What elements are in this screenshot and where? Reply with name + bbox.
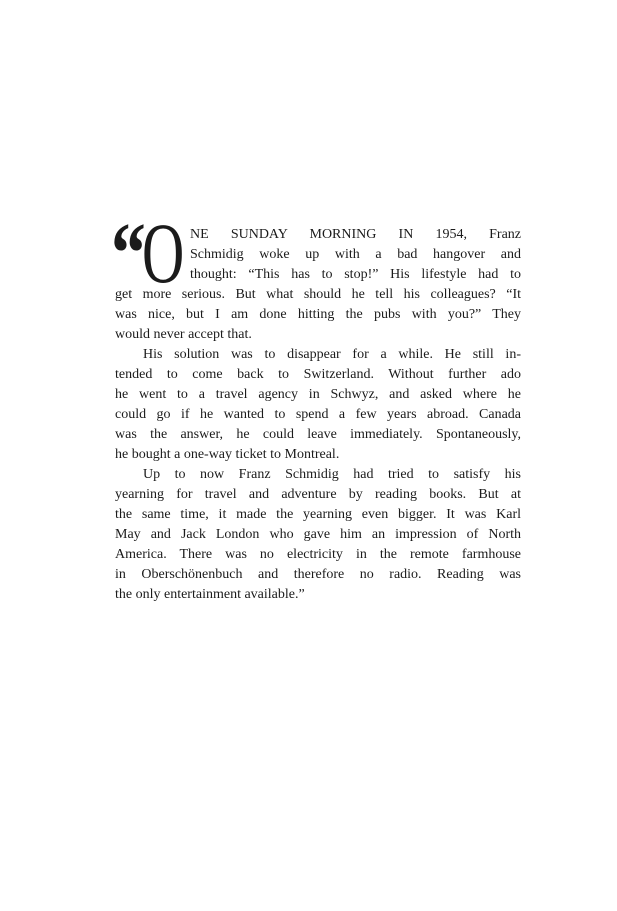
text-line: NE SUNDAY MORNING IN 1954, Franz [190,227,521,242]
text-line: yearning for travel and adventure by reading books. But at [115,487,521,502]
text-line: Schmidig woke up with a bad hangover and [190,247,521,262]
text-line: tended to come back to Switzerland. Without further ado [115,367,521,382]
text-line: would never accept that. [115,327,252,342]
opening-quote-mark: “ [111,204,146,301]
text-line: was nice, but I am done hitting the pubs with you?” They [115,307,521,322]
text-line: the only entertainment available.” [115,587,305,602]
paragraph [115,465,521,605]
text-line: he bought a one-way ticket to Montreal. [115,447,340,462]
drop-cap-letter: O [142,205,185,301]
text-line: in Oberschönenbuch and therefore no radio. Reading was [115,567,521,582]
paragraph [115,345,521,465]
text-line: was the answer, he could leave immediately. Spontaneously, [115,427,521,442]
text-line: he went to a travel agency in Schwyz, and asked where he [115,387,521,402]
text-line: May and Jack London who gave him an impression of North [115,527,521,542]
text-line: could go if he wanted to spend a few years abroad. Canada [115,407,521,422]
text-line: get more serious. But what should he tell his colleagues? “It [115,287,521,302]
text-line: His solution was to disappear for a while. He still in- [143,347,521,362]
text-line: thought: “This has to stop!” His lifestyle had to [190,267,521,282]
quote-text-block [111,204,521,605]
text-line: Up to now Franz Schmidig had tried to satisfy his [143,467,521,482]
text-line: the same time, it made the yearning even bigger. It was Karl [115,507,521,522]
text-line: America. There was no electricity in the remote farmhouse [115,547,521,562]
